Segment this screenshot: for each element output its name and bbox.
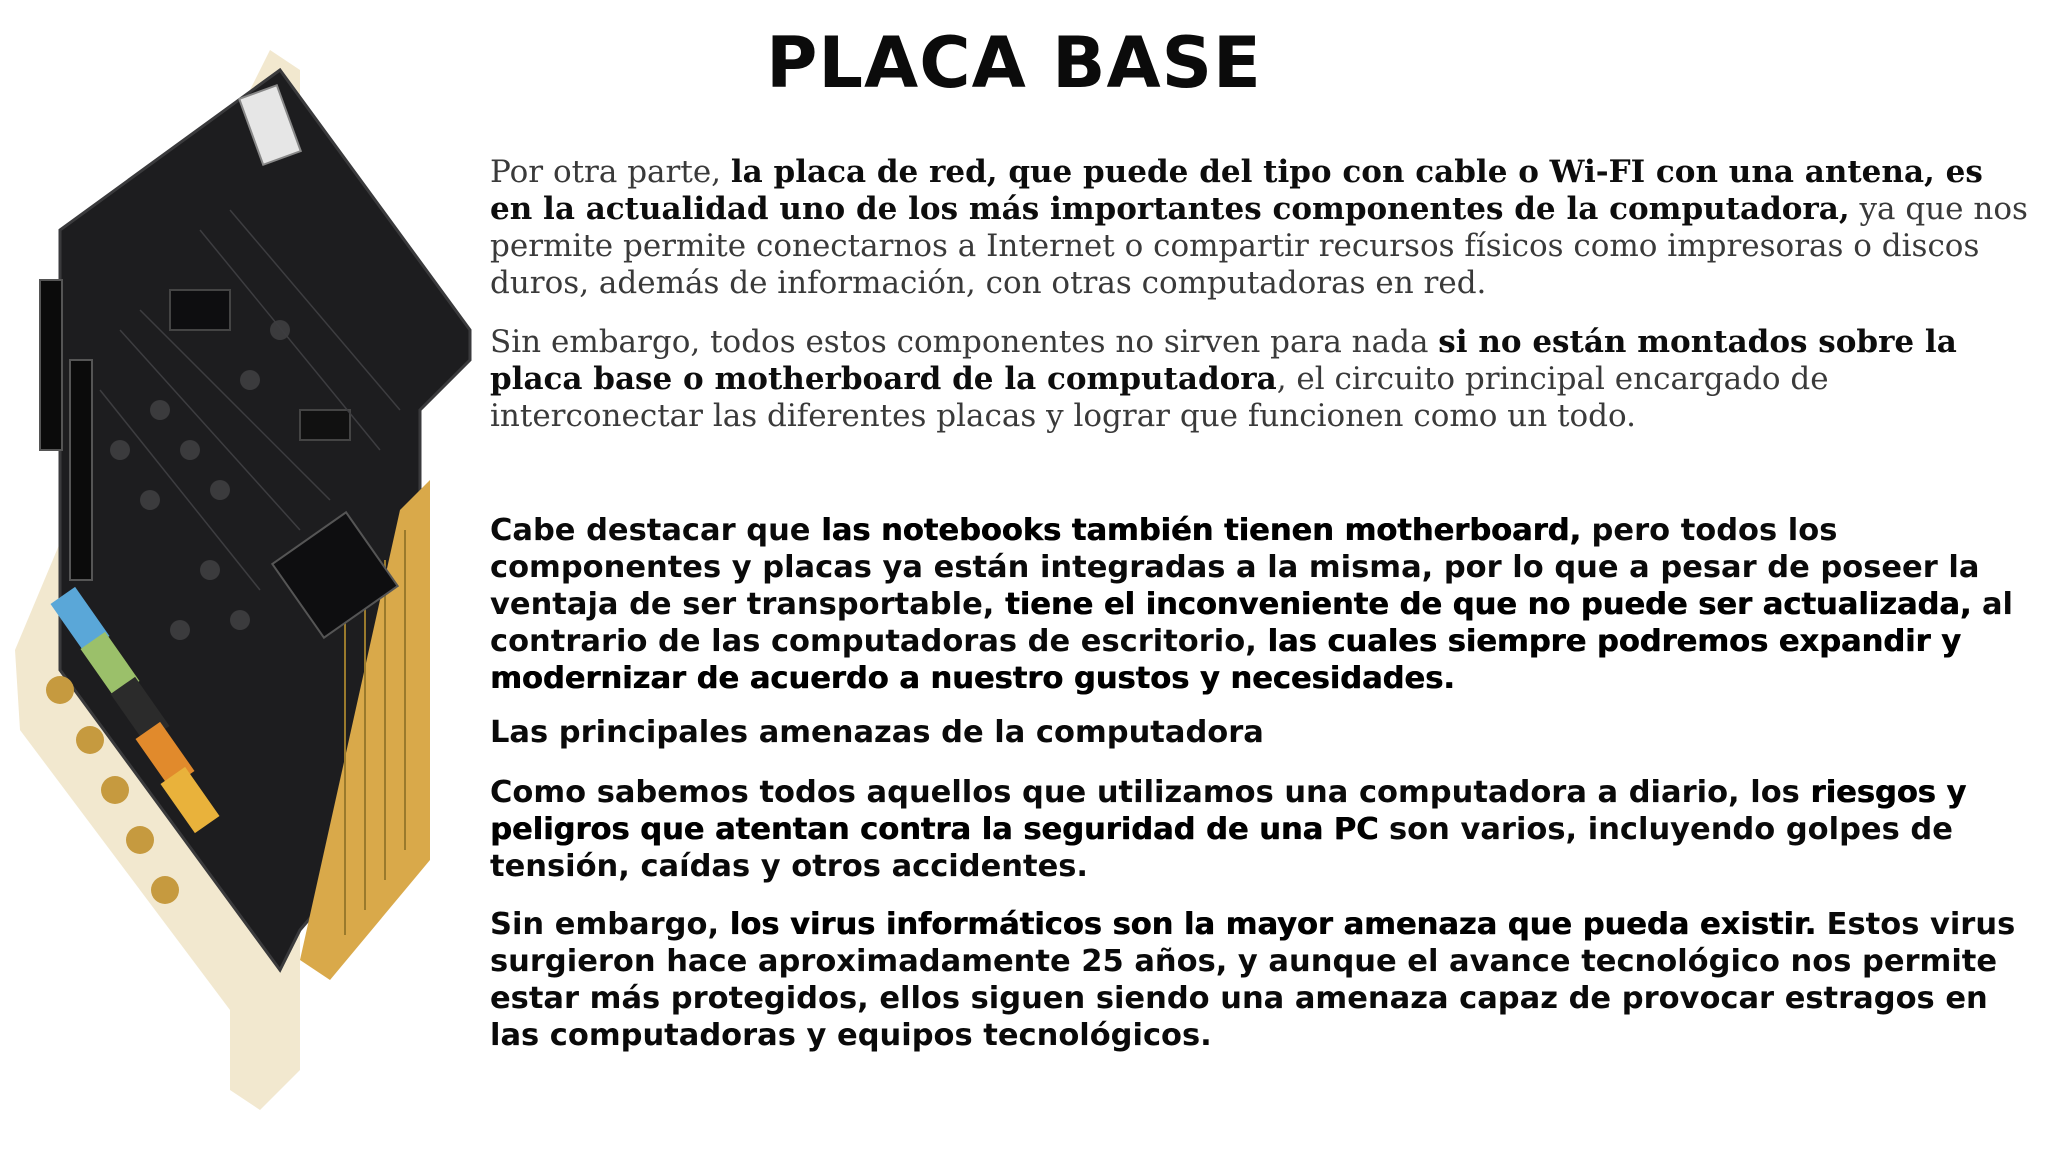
p2-text-2: , el circuito principal encargado de interconectar las diferentes placas y lograr que funcionen como un todo. xyxy=(490,361,1829,434)
p2-text-1: Sin embargo, todos estos componentes no sirven para nada xyxy=(490,324,1439,360)
p3-heavy-2: tiene el inconveniente de que no puede ser actualizada, xyxy=(1004,587,1972,622)
p1-bold-text: la placa de red, que puede del tipo con cable o Wi-FI con una antena, es en la actualidad uno de los más importantes componentes de la computadora, xyxy=(490,154,1983,227)
paragraph-viruses xyxy=(490,906,2030,1054)
p2-bold-text: si no están montados sobre la placa base o motherboard de la computadora xyxy=(490,324,1957,397)
p1-text-2: ya que nos permite permite conectarnos a Internet o compartir recursos físicos como impresoras o discos duros, además de información, con otras computadoras en red. xyxy=(490,191,2028,301)
p3-text-3: al contrario de las computadoras de escritorio, xyxy=(490,587,2013,659)
paragraph-risks xyxy=(490,774,2030,885)
p6-text-2: Estos virus surgieron hace aproximadamente 25 años, y aunque el avance tecnológico nos permite estar más protegidos, ellos siguen siendo una amenaza capaz de provocar estragos en las computadoras y equipos tecnológicos. xyxy=(490,907,2016,1053)
p3-text-2: pero todos los componentes y placas ya están integradas a la misma, por lo que a pesar de poseer la ventaja de ser transportable, xyxy=(490,513,1980,622)
p3-text-1: Cabe destacar que xyxy=(490,513,822,548)
section-heading-threats xyxy=(490,714,2030,751)
p5-heavy: riesgos y peligros que atentan contra la seguridad de una PC xyxy=(490,775,1967,847)
paragraph-motherboard xyxy=(490,324,2030,435)
page-title-text: PLACA BASE xyxy=(766,22,1262,104)
p5-text-1: Como sabemos todos aquellos que utilizamos una computadora a diario, los xyxy=(490,775,1811,810)
p1-text-1: Por otra parte, xyxy=(490,154,731,190)
p6-text-1: Sin embargo, xyxy=(490,907,730,942)
p3-heavy-3: las cuales siempre podremos expandir y modernizar de acuerdo a nuestro gustos y necesidades. xyxy=(490,624,1961,696)
sound-card-image xyxy=(0,30,480,1130)
p6-heavy: los virus informáticos son la mayor amenaza que pueda existir. xyxy=(729,907,1817,942)
p5-text-2: son varios, incluyendo golpes de tensión, caídas y otros accidentes. xyxy=(490,812,1953,884)
p3-heavy-1: las notebooks también tienen motherboard, xyxy=(821,513,1581,548)
paragraph-notebooks xyxy=(490,512,2030,697)
threats-heading: Las principales amenazas de la computadora xyxy=(490,715,1264,750)
paragraph-network-card xyxy=(490,154,2030,302)
sound-card-pci-board-icon xyxy=(15,50,470,1110)
